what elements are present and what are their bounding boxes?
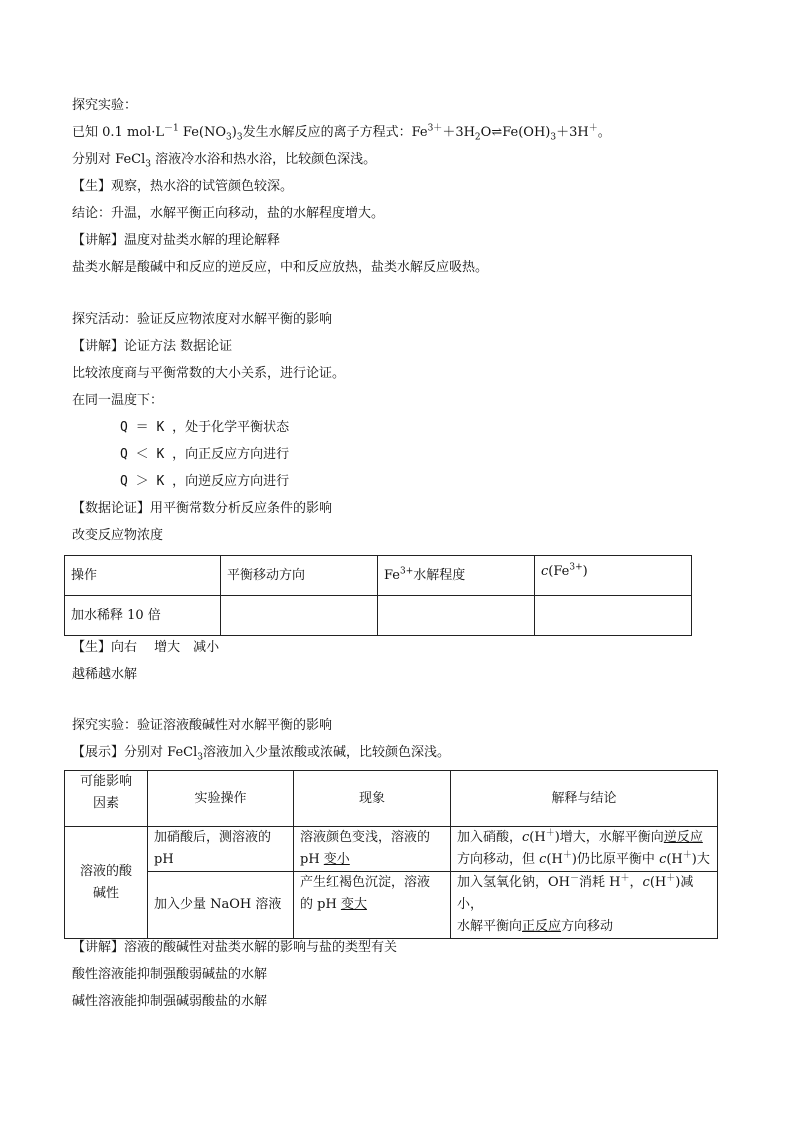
header-factor: 可能影响 因素 — [65, 771, 148, 827]
header-concentration: $c(Fe^{3+})$ — [535, 556, 692, 596]
op-nitric-acid: 加硝酸后，测溶液的 pH — [148, 827, 294, 872]
table-row — [65, 872, 718, 939]
rule-less: Q ＜ K ，向正反应方向进行 — [120, 447, 290, 462]
cell-blank — [535, 596, 692, 636]
concentration-table — [64, 555, 692, 636]
known-equation: 已知 0.1 $mol\cdot L^{-1}$ $Fe(NO_3)_3$发生水解反应的离子方程式：$Fe^{3+}+3H_2O\rightleftharpoons Fe(OH)_3+3H^+$。 — [72, 123, 611, 143]
explanation-base: 加入氢氧化钠，OH－消耗 H＋，c(H＋)减小， 水解平衡向正反应方向移动 — [451, 872, 718, 939]
op-naoh: 加入少量 NaOH 溶液 — [148, 872, 294, 939]
table-row — [65, 556, 692, 596]
phenomenon-acid: 溶液颜色变浅，溶液的 pH 变小 — [294, 827, 451, 872]
equilibrium-arrow-icon: ⇌ — [491, 125, 503, 140]
header-explanation: 解释与结论 — [451, 771, 718, 827]
header-hydrolysis: $Fe^{3+}$水解程度 — [378, 556, 535, 596]
rule-greater: Q ＞ K ，向逆反应方向进行 — [120, 474, 290, 489]
acid-rule: 酸性溶液能抑制强酸弱碱盐的水解 — [72, 967, 268, 982]
lecture-heading: 【讲解】温度对盐类水解的理论解释 — [72, 233, 281, 248]
lecture-acidity: 【讲解】溶液的酸碱性对盐类水解的影响与盐的类型有关 — [72, 940, 398, 955]
table-row — [65, 771, 718, 827]
header-operation: 实验操作 — [148, 771, 294, 827]
base-rule: 碱性溶液能抑制强碱弱酸盐的水解 — [72, 994, 268, 1009]
section3-title: 探究实验：验证溶液酸碱性对水解平衡的影响 — [72, 718, 333, 733]
data-argument: 【数据论证】用平衡常数分析反应条件的影响 — [72, 501, 333, 516]
conclusion: 结论：升温，水解平衡正向移动，盐的水解程度增大。 — [72, 206, 385, 221]
phenomenon-base: 产生红褐色沉淀，溶液 的 pH 变大 — [294, 872, 451, 939]
observation: 【生】观察，热水浴的试管颜色较深。 — [72, 179, 294, 194]
same-temp: 在同一温度下： — [72, 393, 164, 408]
acidity-table — [64, 770, 718, 939]
compare-text: 比较浓度商与平衡常数的大小关系，进行论证。 — [72, 366, 346, 381]
rule-equal: Q ＝ K ，处于化学平衡状态 — [120, 420, 290, 435]
lecture-method: 【讲解】论证方法 数据论证 — [72, 339, 233, 354]
change-concentration: 改变反应物浓度 — [72, 528, 164, 543]
summary: 越稀越水解 — [72, 667, 138, 682]
experiment-step: 分别对 FeCl$_3$ 溶液冷水浴和热水浴，比较颜色深浅。 — [72, 152, 377, 170]
section1-title: 探究实验： — [72, 98, 138, 113]
table-row — [65, 827, 718, 872]
header-operation: 操作 — [65, 556, 221, 596]
section2-title: 探究活动：验证反应物浓度对水解平衡的影响 — [72, 312, 333, 327]
header-direction: 平衡移动方向 — [221, 556, 378, 596]
factor-acidity: 溶液的酸 碱性 — [65, 827, 148, 939]
explanation-acid: 加入硝酸，c(H＋)增大，水解平衡向逆反应 方向移动，但 c(H＋)仍比原平衡中 c(H＋)大 — [451, 827, 718, 872]
student-answer: 【生】向右 增大 减小 — [72, 640, 220, 655]
table-row — [65, 596, 692, 636]
cell-dilute: 加水稀释 10 倍 — [65, 596, 221, 636]
cell-blank — [221, 596, 378, 636]
demonstration: 【展示】分别对 FeCl$_3$溶液加入少量浓酸或浓碱，比较颜色深浅。 — [72, 745, 450, 763]
cell-blank — [378, 596, 535, 636]
explanation: 盐类水解是酸碱中和反应的逆反应，中和反应放热，盐类水解反应吸热。 — [72, 260, 489, 275]
header-phenomenon: 现象 — [294, 771, 451, 827]
